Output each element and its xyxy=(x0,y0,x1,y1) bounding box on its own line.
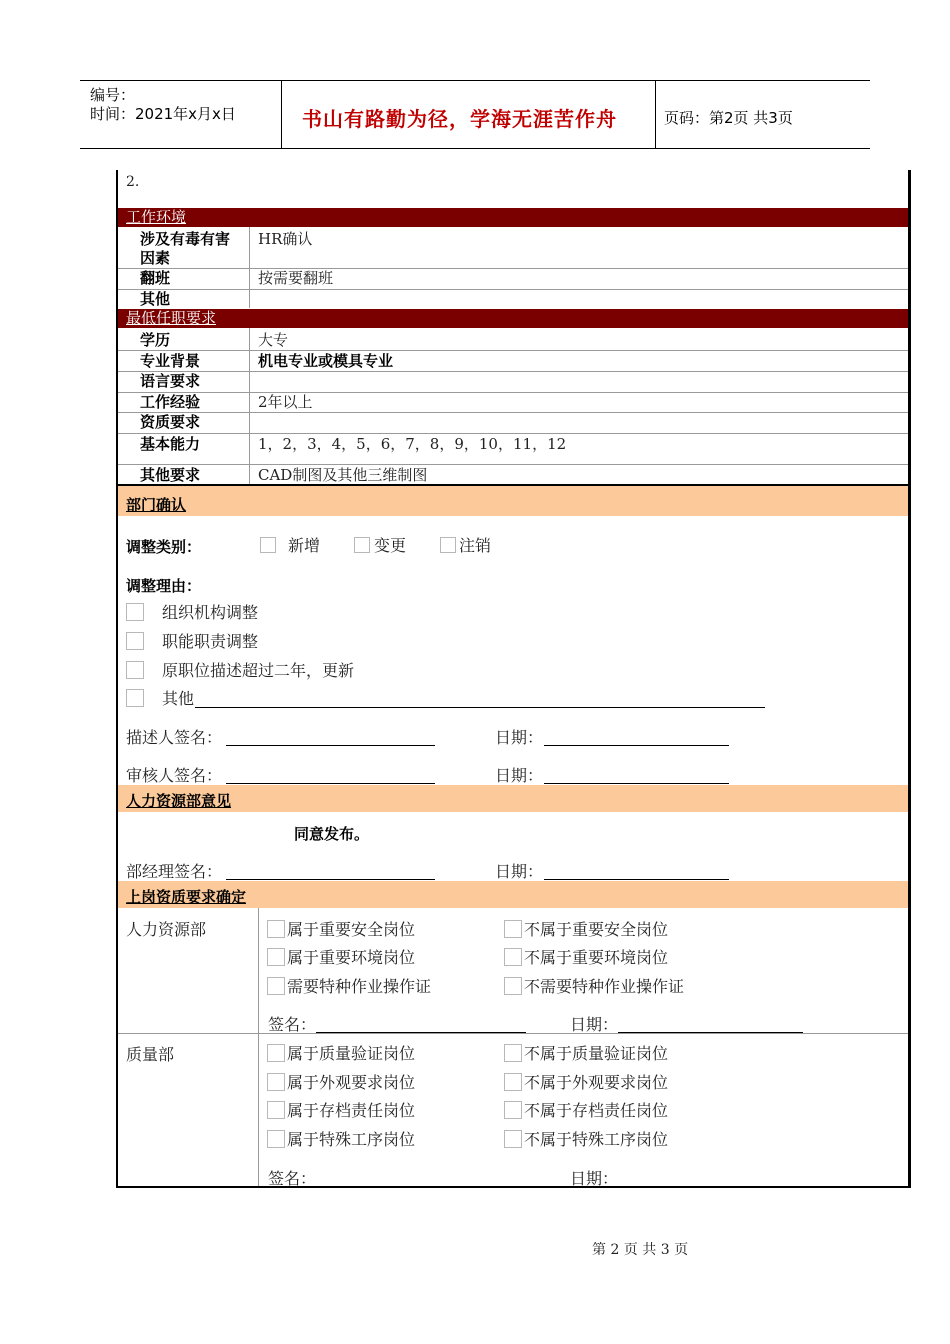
qualification-header xyxy=(118,881,908,908)
row-label-education: 学历 xyxy=(140,331,171,349)
row-label-other-req: 其他要求 xyxy=(140,466,201,484)
min-req-title: 最低任职要求 xyxy=(126,309,217,327)
dept-confirm-title: 部门确认 xyxy=(126,496,187,514)
column-divider xyxy=(249,328,250,485)
reason-update-label: 原职位描述超过二年，更新 xyxy=(162,661,355,680)
row-label-shift: 翻班 xyxy=(140,269,171,287)
dept-confirm-header xyxy=(118,486,908,516)
manager-sign-label: 部经理签名： xyxy=(126,862,223,881)
hr-sign-line[interactable] xyxy=(316,1032,526,1033)
row-divider xyxy=(118,464,908,465)
hr-opinion-text: 同意发布。 xyxy=(294,825,370,843)
describer-date-label: 日期： xyxy=(495,728,544,747)
hr-left-label: 属于重要安全岗位 xyxy=(287,920,416,939)
hr-left-label: 属于重要环境岗位 xyxy=(287,948,416,967)
hr-left-checkbox[interactable] xyxy=(267,948,285,966)
reviewer-date-line[interactable] xyxy=(544,783,729,784)
row-value-experience: 2年以上 xyxy=(258,393,313,411)
row-divider xyxy=(118,412,908,413)
row-value-education: 大专 xyxy=(258,331,289,349)
quality-right-label: 不属于外观要求岗位 xyxy=(524,1073,669,1092)
quality-left-checkbox[interactable] xyxy=(267,1044,285,1062)
describer-sign-line[interactable] xyxy=(226,745,435,746)
hr-right-checkbox[interactable] xyxy=(504,977,522,995)
row-label-major: 专业背景 xyxy=(140,352,201,370)
quality-right-checkbox[interactable] xyxy=(504,1044,522,1062)
reason-duty-label: 职能职责调整 xyxy=(162,632,259,651)
quality-left-label: 属于质量验证岗位 xyxy=(287,1044,416,1063)
quality-date-label: 日期： xyxy=(570,1169,619,1188)
header-divider xyxy=(281,81,282,149)
hr-right-checkbox[interactable] xyxy=(504,920,522,938)
row-value-shift: 按需要翻班 xyxy=(258,269,334,287)
header-page-code: 页码：第2页 共3页 xyxy=(664,109,793,127)
row-label-language: 语言要求 xyxy=(140,372,201,390)
row-divider xyxy=(118,289,908,290)
top-row-text: 2. xyxy=(126,174,140,190)
hr-sign-label: 签名： xyxy=(268,1015,317,1034)
adjust-cancel-checkbox[interactable] xyxy=(440,537,456,553)
reviewer-date-label: 日期： xyxy=(495,766,544,785)
quality-right-checkbox[interactable] xyxy=(504,1073,522,1091)
manager-date-line[interactable] xyxy=(544,879,729,880)
quality-left-checkbox[interactable] xyxy=(267,1101,285,1119)
hr-date-label: 日期： xyxy=(570,1015,619,1034)
row-value-other-req: CAD制图及其他三维制图 xyxy=(258,466,428,484)
quality-dept-label: 质量部 xyxy=(126,1045,175,1064)
hr-right-label: 不需要特种作业操作证 xyxy=(524,977,685,996)
row-value-ability: 1，2，3，4，5，6，7，8，9，10，11，12 xyxy=(258,435,567,453)
quality-right-label: 不属于存档责任岗位 xyxy=(524,1101,669,1120)
row-label-ability: 基本能力 xyxy=(140,435,201,453)
quality-date-line[interactable] xyxy=(618,1186,803,1187)
hr-right-label: 不属于重要环境岗位 xyxy=(524,948,669,967)
hr-opinion-title: 人力资源部意见 xyxy=(126,792,232,810)
reason-other-label: 其他 xyxy=(162,689,195,708)
quality-right-label: 不属于质量验证岗位 xyxy=(524,1044,669,1063)
adjust-reason-label: 调整理由： xyxy=(126,577,202,595)
column-divider xyxy=(258,908,259,1186)
row-label-other: 其他 xyxy=(140,290,171,308)
adjust-new-checkbox[interactable] xyxy=(260,537,276,553)
reason-other-checkbox[interactable] xyxy=(126,689,144,707)
row-divider xyxy=(118,268,908,269)
work-env-header xyxy=(118,208,908,227)
manager-sign-line[interactable] xyxy=(226,879,435,880)
row-divider xyxy=(118,371,908,372)
reason-duty-checkbox[interactable] xyxy=(126,632,144,650)
reviewer-sign-line[interactable] xyxy=(226,783,435,784)
quality-right-label: 不属于特殊工序岗位 xyxy=(524,1130,669,1149)
header-bottom-rule xyxy=(80,148,870,149)
row-value-major: 机电专业或模具专业 xyxy=(258,352,394,370)
describer-date-line[interactable] xyxy=(544,745,729,746)
hr-dept-label: 人力资源部 xyxy=(126,920,207,939)
adjust-change-checkbox[interactable] xyxy=(354,537,370,553)
hr-date-line[interactable] xyxy=(618,1032,803,1033)
adjust-change-label: 变更 xyxy=(374,536,407,555)
row-value-toxic: HR确认 xyxy=(258,230,313,248)
adjust-cancel-label: 注销 xyxy=(459,536,492,555)
row-label-experience: 工作经验 xyxy=(140,393,201,411)
hr-left-checkbox[interactable] xyxy=(267,920,285,938)
min-req-header xyxy=(118,309,908,328)
quality-left-checkbox[interactable] xyxy=(267,1073,285,1091)
adjust-new-label: 新增 xyxy=(288,536,321,555)
header-motto: 书山有路勤为径，学海无涯苦作舟 xyxy=(302,107,617,131)
header-divider xyxy=(655,81,656,149)
row-divider xyxy=(118,350,908,351)
row-divider xyxy=(118,433,908,434)
describer-sign-label: 描述人签名： xyxy=(126,728,223,747)
doc-time-label: 时间：2021年x月x日 xyxy=(90,105,236,123)
reason-org-label: 组织机构调整 xyxy=(162,603,259,622)
page-footer: 第 2 页 共 3 页 xyxy=(592,1242,689,1258)
row-divider xyxy=(118,392,908,393)
quality-left-checkbox[interactable] xyxy=(267,1130,285,1148)
row-label-qualification: 资质要求 xyxy=(140,413,201,431)
header-top-rule xyxy=(80,80,870,81)
reason-update-checkbox[interactable] xyxy=(126,661,144,679)
row-label-toxic: 涉及有毒有害因素 xyxy=(140,230,231,267)
qualification-title: 上岗资质要求确定 xyxy=(126,888,247,906)
hr-left-label: 需要特种作业操作证 xyxy=(287,977,432,996)
reason-other-input-line[interactable] xyxy=(195,707,765,708)
hr-opinion-header xyxy=(118,785,908,812)
adjust-type-label: 调整类别： xyxy=(126,538,202,556)
manager-date-label: 日期： xyxy=(495,862,544,881)
quality-right-checkbox[interactable] xyxy=(504,1130,522,1148)
work-env-title: 工作环境 xyxy=(126,208,187,226)
hr-right-checkbox[interactable] xyxy=(504,948,522,966)
quality-sign-line[interactable] xyxy=(316,1186,526,1187)
quality-left-label: 属于存档责任岗位 xyxy=(287,1101,416,1120)
quality-left-label: 属于特殊工序岗位 xyxy=(287,1130,416,1149)
doc-number-label: 编号： xyxy=(90,86,136,104)
hr-left-checkbox[interactable] xyxy=(267,977,285,995)
hr-right-label: 不属于重要安全岗位 xyxy=(524,920,669,939)
reason-org-checkbox[interactable] xyxy=(126,603,144,621)
row-divider xyxy=(118,1033,908,1034)
quality-sign-label: 签名： xyxy=(268,1169,317,1188)
reviewer-sign-label: 审核人签名： xyxy=(126,766,223,785)
form-border-right xyxy=(908,170,911,1188)
quality-left-label: 属于外观要求岗位 xyxy=(287,1073,416,1092)
quality-right-checkbox[interactable] xyxy=(504,1101,522,1119)
